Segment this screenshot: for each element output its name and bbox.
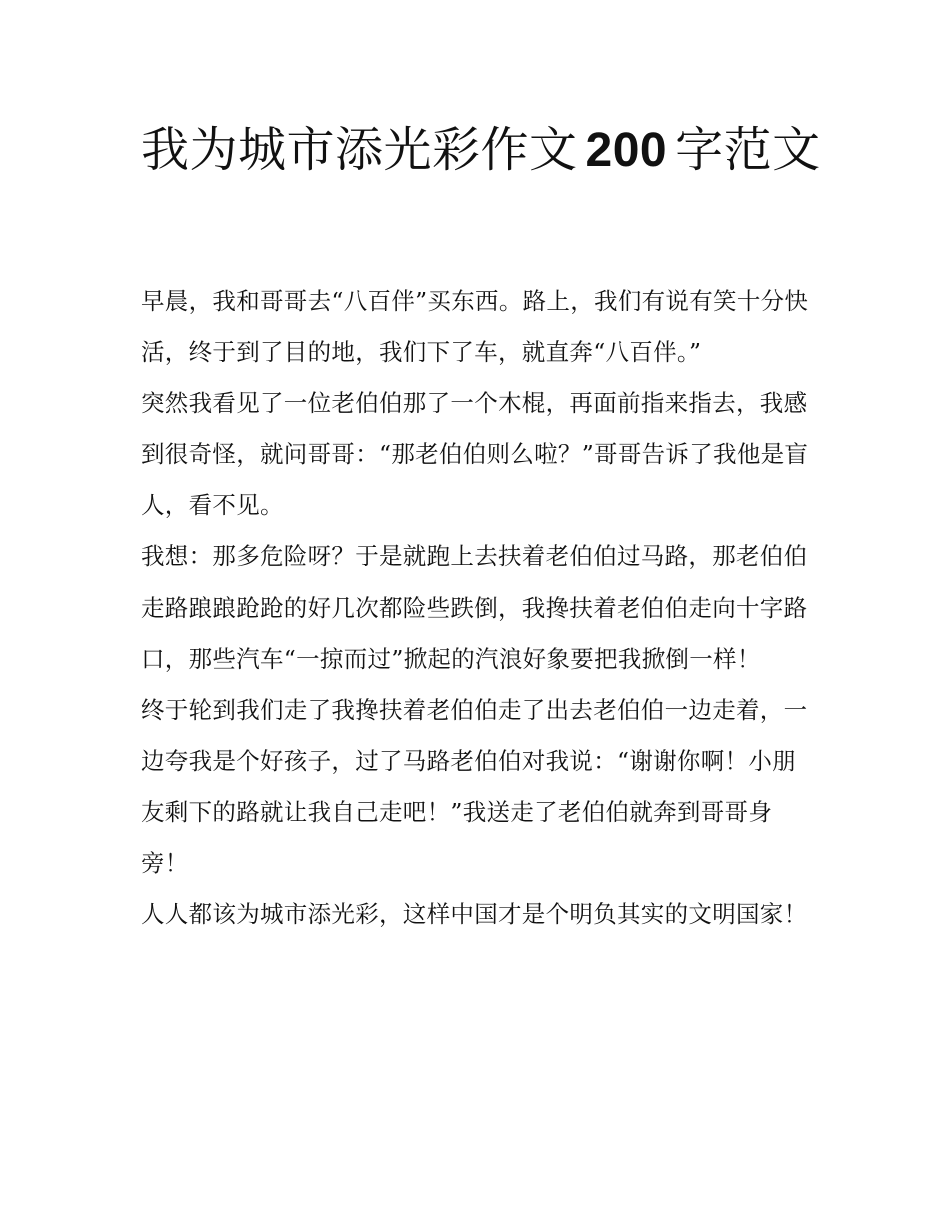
paragraph-2: 突然我看见了一位老伯伯那了一个木棍，再面前指来指去，我感到很奇怪，就问哥哥：“那老伯伯则么啦？”哥哥告诉了我他是盲人，看不见。 (141, 389, 809, 520)
document-body (141, 276, 813, 940)
document-title (141, 112, 821, 189)
paragraph-1: 早晨，我和哥哥去“八百伴”买东西。路上，我们有说有笑十分快活，终于到了目的地，我们下了车，就直奔“八百伴。” (141, 287, 809, 367)
paragraph-3: 我想：那多危险呀？于是就跑上去扶着老伯伯过马路，那老伯伯走路踉踉跄跄的好几次都险些跌倒，我搀扶着老伯伯走向十字路口，那些汽车“一掠而过”掀起的汽浪好象要把我掀倒一样！ (141, 542, 808, 673)
title-prefix: 我为城市添光彩作文 (141, 122, 578, 178)
title-number: 200 (585, 124, 668, 177)
paragraph-5: 人人都该为城市添光彩，这样中国才是个明负其实的文明国家！ (141, 900, 808, 929)
paragraph-4: 终于轮到我们走了我搀扶着老伯伯走了出去老伯伯一边走着，一边夸我是个好孩子，过了马路老伯伯对我说：“谢谢你啊！小朋友剩下的路就让我自己走吧！”我送走了老伯伯就奔到哥哥身旁！ (141, 695, 808, 878)
title-suffix: 字范文 (675, 122, 821, 178)
